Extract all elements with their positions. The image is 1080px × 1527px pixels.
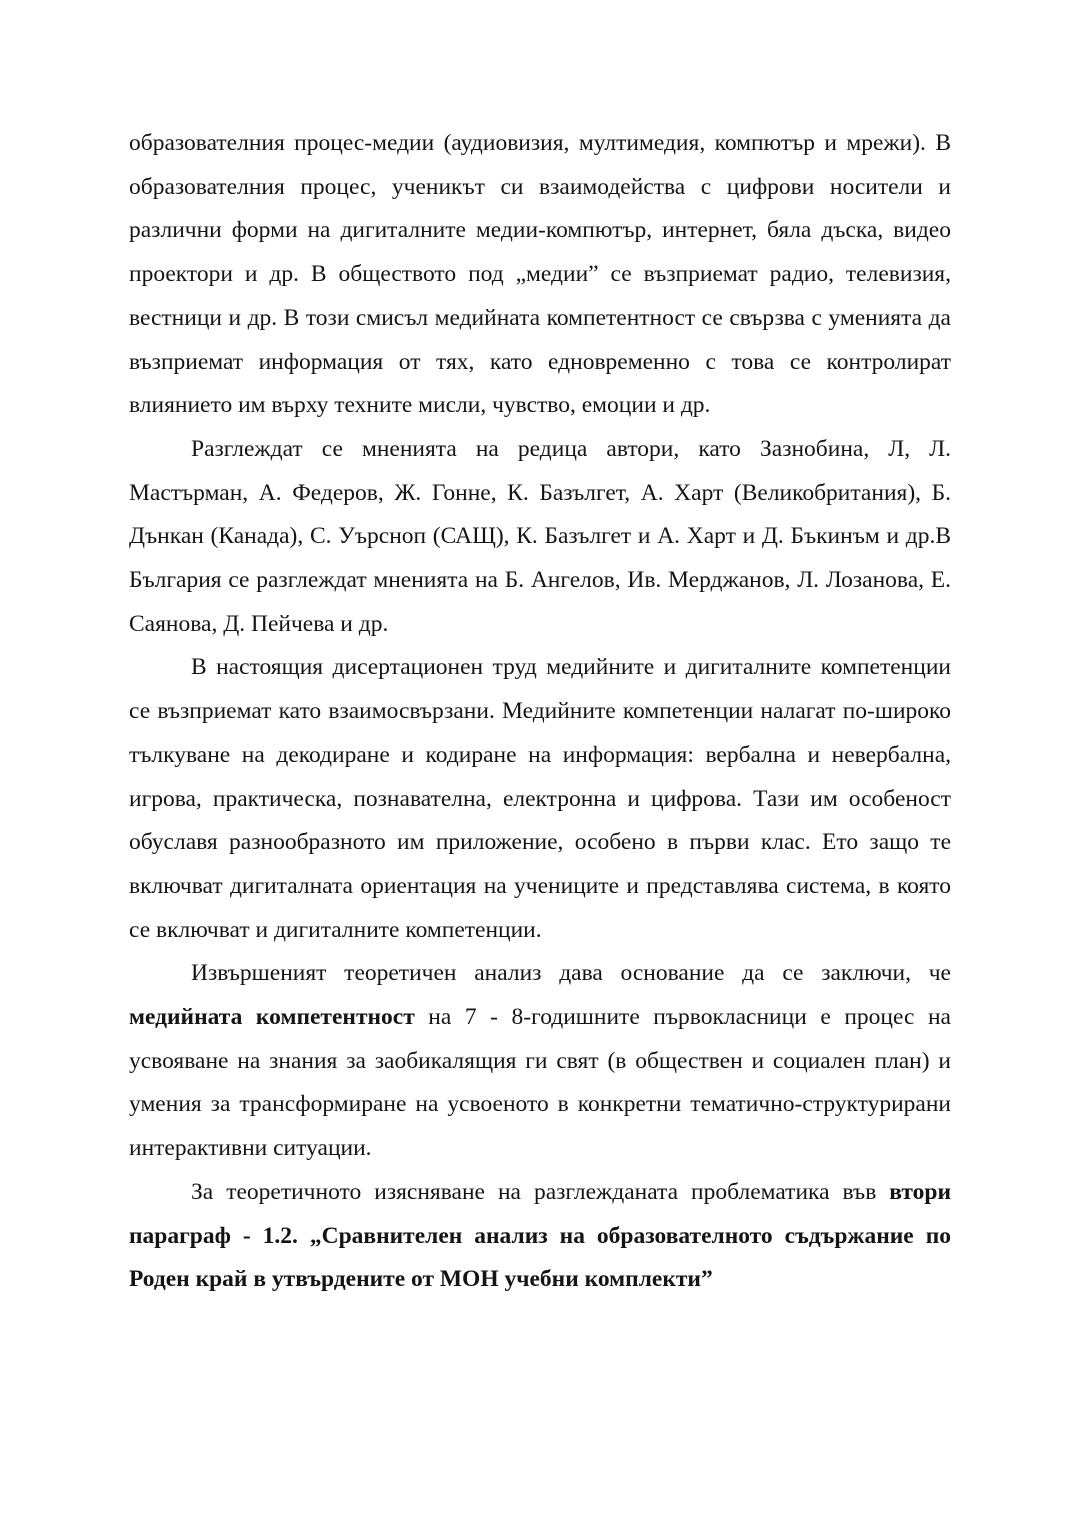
paragraph-authors: Разглеждат се мненията на редица автори, като Зазнобина, Л, Л. Мастърман, А. Федеров, Ж. Гонне, К. Базългет, А. Харт (Великобритания), Б. Дънкан (Канада), С. Уърсноп (САЩ), К. Базългет и А. Харт и Д. Бъкинъм и др.В България се разглеждат мненията на Б. Ангелов, Ив. Мерджанов, Л. Лозанова, Е. Саянова, Д. Пейчева и др. [129,435,951,637]
paragraph-dissertation-view: В настоящия дисертационен труд медийните и дигиталните компетенции се възприемат като взаимосвързани. Медийните компетенции налагат по-широко тълкуване на декодиране и кодиране на информация: вербална и невербална, игрова, практическа, познавателна, електронна и цифрова. Тази им особеност обуславя разнообразното им приложение, особено в първи клас. Ето защо те включват дигиталната ориентация на учениците и представлява система, в която се включват и дигиталните компетенции. [129,654,951,943]
conclusion-rest-text: на 7 - 8-годишните първокласници е процес на усвояване на знания за заобикалящия ги свят (в обществен и социален план) и умения за трансформиране на усвоеното в конкретни тематично-структурирани интерактивни ситуации. [129,1004,951,1162]
paragraph-second-section [129,1171,951,1302]
paragraph-media-definition: образователния процес-медии (аудиовизия, мултимедия, компютър и мрежи). В образователния процес, ученикът си взаимодейства с цифрови носители и различни форми на дигиталните медии-компютър, интернет, бяла дъска, видео проектори и др. В обществото под „медии” се възприемат радио, телевизия, вестници и др. В този смисъл медийната компетентност се свързва с уменията да възприемат информация от тях, като едновременно с това се контролират влиянието им върху техните мисли, чувство, емоции и др. [129,130,951,419]
second-section-title: втори параграф - 1.2. „Сравнителен анализ на образователното съдържание по Роден край в утвърдените от МОН учебни комплекти” [129,1178,951,1293]
media-competence-term: медийната компетентност [129,1004,415,1031]
document-page [129,122,951,1302]
second-section-intro-text: За теоретичното изясняване на разглежданата проблематика във [191,1178,890,1205]
conclusion-intro-text: Извършеният теоретичен анализ дава основание да се заключи, че [191,960,951,987]
paragraph-conclusion [129,952,951,1171]
